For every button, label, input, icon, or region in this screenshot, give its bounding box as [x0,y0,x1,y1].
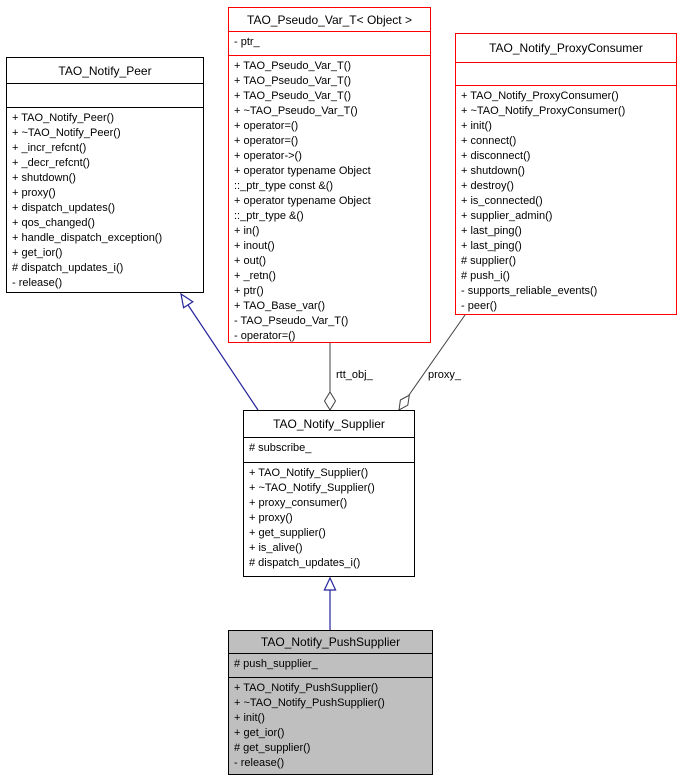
member-row: - peer() [461,300,498,312]
member-row: + in() [234,225,260,237]
class-title: TAO_Notify_Supplier [244,411,414,438]
member-row: + proxy() [12,187,56,199]
member-row: + init() [234,712,265,724]
member-row: + get_ior() [12,247,63,259]
member-row: # dispatch_updates_i() [12,262,124,274]
member-row: + ~TAO_Notify_Supplier() [249,482,375,494]
class-box-tao-notify-pushsupplier[interactable] [228,630,433,775]
member-row: + last_ping() [461,225,522,237]
member-row: + TAO_Base_var() [234,300,325,312]
class-box-tao-notify-proxyconsumer[interactable] [455,33,677,315]
member-row: ::_ptr_type const &() [234,180,334,192]
member-row: + shutdown() [12,172,76,184]
member-row: + operator=() [234,120,299,132]
member-row: - TAO_Pseudo_Var_T() [234,315,349,327]
member-row: + ~TAO_Notify_Peer() [12,127,121,139]
member-row: + ~TAO_Notify_ProxyConsumer() [461,105,626,117]
class-box-tao-notify-supplier[interactable] [243,410,415,577]
member-row: + handle_dispatch_exception() [12,232,163,244]
member-row: - ptr_ [234,36,260,48]
class-title: TAO_Pseudo_Var_T< Object > [229,8,430,32]
member-row: + disconnect() [461,150,531,162]
member-row: - supports_reliable_events() [461,285,598,297]
member-row: # subscribe_ [249,442,312,454]
member-row: - release() [234,757,285,769]
member-row: + operator typename Object [234,195,371,207]
member-row: + last_ping() [461,240,522,252]
member-row: + inout() [234,240,275,252]
member-row: + ~TAO_Notify_PushSupplier() [234,697,385,709]
member-row: - operator=() [234,330,296,342]
class-attributes [244,438,414,463]
member-row: + is_connected() [461,195,543,207]
inheritance-arrow-pushsupplier-to-supplier [324,578,335,630]
class-box-tao-pseudo-var-t[interactable] [228,7,431,343]
class-methods [244,463,414,576]
member-row: + ~TAO_Pseudo_Var_T() [234,105,358,117]
member-row: + dispatch_updates() [12,202,116,214]
member-row: + _incr_refcnt() [12,142,87,154]
member-row: + TAO_Notify_Peer() [12,112,114,124]
class-attributes [7,84,203,108]
member-row: + operator=() [234,135,299,147]
member-row: + out() [234,255,267,267]
member-row: + get_supplier() [249,527,326,539]
member-row: + supplier_admin() [461,210,553,222]
member-row: + TAO_Pseudo_Var_T() [234,90,352,102]
class-attributes [229,654,432,678]
member-row: + _decr_refcnt() [12,157,90,169]
member-row: + TAO_Notify_ProxyConsumer() [461,90,619,102]
class-attributes [456,63,676,86]
member-row: + _retn() [234,270,276,282]
class-box-tao-notify-peer[interactable] [6,57,204,293]
member-row: + connect() [461,135,517,147]
class-methods [229,678,432,774]
member-row: + operator typename Object [234,165,371,177]
member-row: - release() [12,277,63,289]
member-row: + TAO_Notify_PushSupplier() [234,682,379,694]
member-row: + destroy() [461,180,514,192]
member-row: ::_ptr_type &() [234,210,304,222]
member-row: + proxy() [249,512,293,524]
class-title: TAO_Notify_Peer [7,58,203,84]
class-methods [229,56,430,342]
member-row: # supplier() [461,255,517,267]
member-row: + init() [461,120,492,132]
member-row: # get_supplier() [234,742,311,754]
member-row: # push_i() [461,270,510,282]
member-row: + shutdown() [461,165,525,177]
member-row: + proxy_consumer() [249,497,348,509]
member-row: + get_ior() [234,727,285,739]
class-title: TAO_Notify_PushSupplier [229,631,432,654]
class-attributes [229,32,430,56]
class-title: TAO_Notify_ProxyConsumer [456,34,676,63]
member-row: + is_alive() [249,542,303,554]
aggregation-edge-rtt-obj [325,343,336,410]
member-row: + operator->() [234,150,302,162]
edge-label-rtt-obj: rtt_obj_ [336,369,373,381]
member-row: # dispatch_updates_i() [249,557,361,569]
member-row: + ptr() [234,285,264,297]
member-row: + qos_changed() [12,217,95,229]
class-methods [7,108,203,292]
class-methods [456,86,676,314]
member-row: + TAO_Notify_Supplier() [249,467,369,479]
edge-label-proxy: proxy_ [428,369,462,381]
member-row: + TAO_Pseudo_Var_T() [234,60,352,72]
member-row: # push_supplier_ [234,658,318,670]
member-row: + TAO_Pseudo_Var_T() [234,75,352,87]
